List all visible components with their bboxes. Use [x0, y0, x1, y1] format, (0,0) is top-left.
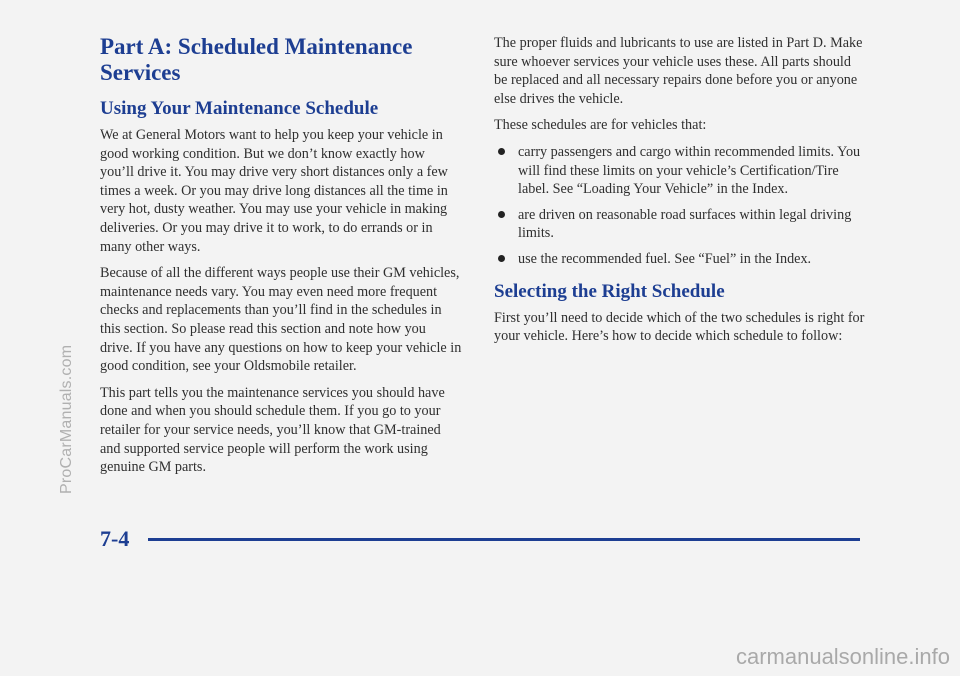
- part-title-line2: Services: [100, 60, 181, 85]
- footer-rule: [148, 538, 860, 541]
- bottom-watermark: carmanualsonline.info: [735, 644, 950, 669]
- paragraph: Because of all the different ways people use their GM vehicles, maintenance needs vary. You may even need more frequent checks and replacements than you’ll find in the schedules in this section. So please read this section and note how you drive. If you have any questions on how to keep your vehicle in good condition, see your Oldsmobile retailer.: [100, 265, 462, 375]
- list-item-text: are driven on reasonable road surfaces within legal driving limits.: [518, 206, 852, 242]
- list-item: [494, 143, 866, 199]
- bullet-icon: [498, 211, 505, 218]
- list-item-text: carry passengers and cargo within recommended limits. You will find these limits on your vehicle’s Certification/Tire label. See “Loading Your Vehicle” in the Index.: [518, 143, 861, 198]
- paragraph: These schedules are for vehicles that:: [494, 117, 707, 134]
- paragraph: The proper fluids and lubricants to use are listed in Part D. Make sure whoever services your vehicle uses these. All parts should be replaced and all necessary repairs done before you or anyone else drives the vehicle.: [494, 35, 863, 107]
- left-column: [100, 34, 462, 485]
- list-item: [494, 250, 866, 269]
- bullet-icon: [498, 148, 505, 155]
- section-title-using-schedule: Using Your Maintenance Schedule: [100, 98, 379, 119]
- list-item: [494, 206, 866, 243]
- vehicle-conditions-list: [494, 143, 866, 269]
- list-item-text: use the recommended fuel. See “Fuel” in the Index.: [518, 250, 812, 267]
- side-watermark: ProCarManuals.com: [58, 344, 75, 494]
- section-title-selecting-schedule: Selecting the Right Schedule: [494, 280, 725, 302]
- paragraph: This part tells you the maintenance services you should have done and when you should schedule them. If you go to your retailer for your service needs, you’ll know that GM-trained and supported service people will perform the work using genuine GM parts.: [100, 384, 445, 476]
- bullet-icon: [498, 255, 505, 262]
- part-title: [100, 34, 462, 86]
- part-title-line1: Part A: Scheduled Maintenance: [100, 34, 413, 59]
- right-column: [494, 34, 866, 354]
- page-number: 7-4: [100, 526, 130, 551]
- paragraph: We at General Motors want to help you keep your vehicle in good working condition. But we don’t know exactly how you’ll drive it. You may drive very short distances only a few times a week. Or you may drive long distances all the time in very hot, dusty weather. You may use your vehicle in making deliveries. Or you may drive it to work, to do errands or in many other ways.: [100, 127, 448, 255]
- paragraph: First you’ll need to decide which of the two schedules is right for your vehicle. Here’s how to decide which schedule to follow:: [494, 309, 865, 345]
